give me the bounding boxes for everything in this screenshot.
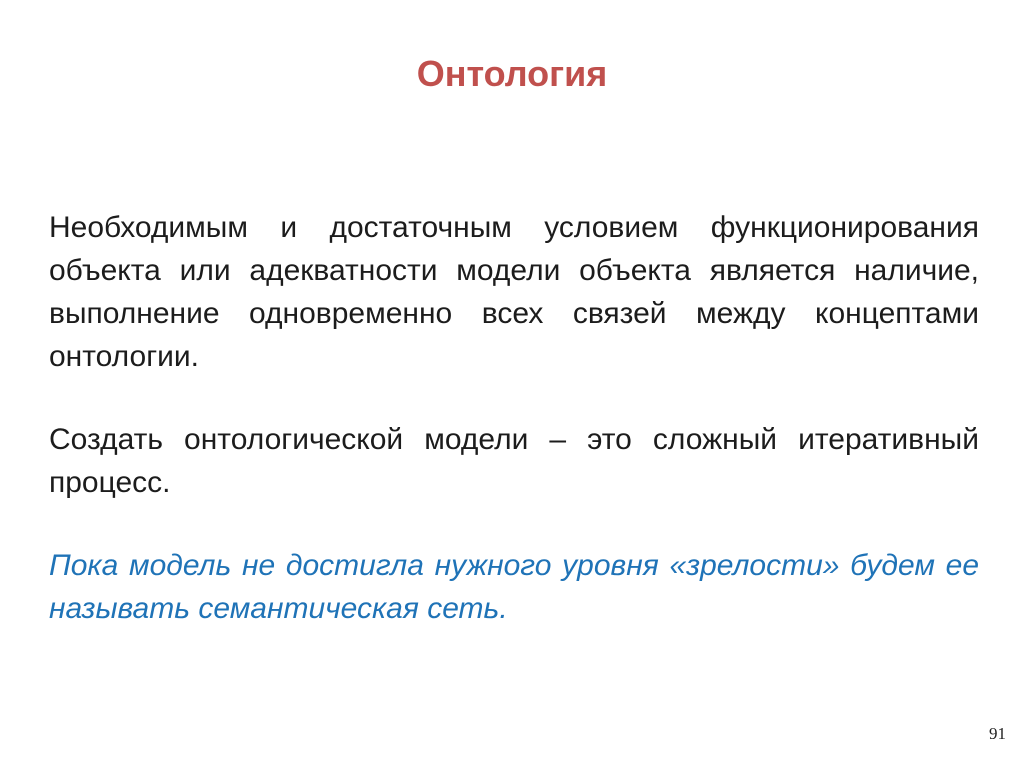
paragraph-condition: Необходимым и достаточным условием функционирования объекта или адекватности модели объекта является наличие, выполнение одновременно всех связей между концептами онтологии. [49,211,979,373]
slide-content [49,206,979,630]
slide-title: Онтология [416,53,608,94]
paragraph-semantic-network-note: Пока модель не достигла нужного уровня «зрелости» будем ее называть семантическая сеть. [49,549,979,625]
page-number: 91 [989,724,1006,743]
paragraph-iterative-process: Создать онтологической модели – это сложный итеративный процесс. [49,423,979,499]
